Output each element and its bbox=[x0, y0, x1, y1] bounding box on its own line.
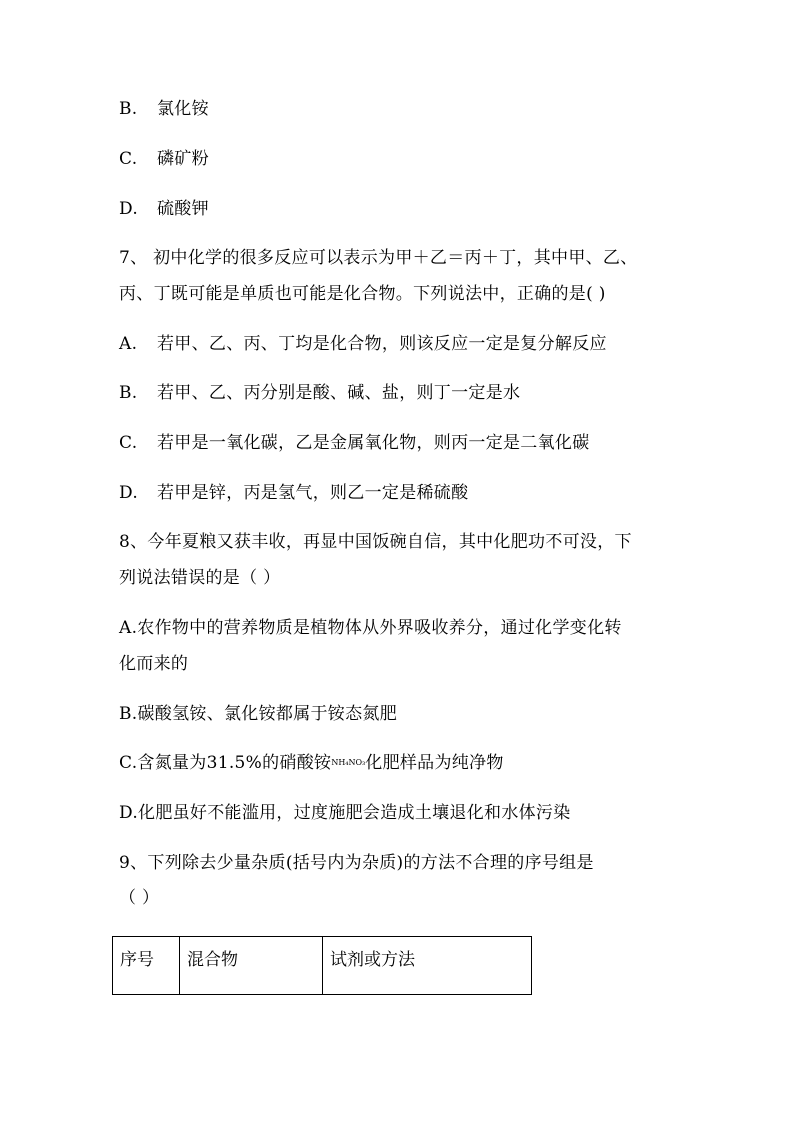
q9-stem-line2: （ ） bbox=[119, 888, 160, 908]
q7-option-b bbox=[119, 382, 520, 404]
q8-option-d: D.化肥虽好不能滥用，过度施肥会造成土壤退化和水体污染 bbox=[119, 803, 571, 823]
q7-option-d bbox=[119, 482, 468, 504]
option-label: C. bbox=[119, 433, 138, 453]
q7-option-a bbox=[119, 333, 607, 355]
q9-stem-line1: 9、下列除去少量杂质(括号内为杂质)的方法不合理的序号组是 bbox=[119, 853, 594, 873]
option-label: A. bbox=[119, 334, 138, 354]
option-text: 氯化铵 bbox=[157, 99, 209, 119]
option-text: 若甲是一氧化碳，乙是金属氧化物，则丙一定是二氧化碳 bbox=[157, 433, 590, 453]
q6-option-b bbox=[119, 98, 209, 120]
q6-option-c bbox=[119, 148, 209, 170]
option-text-pre: C.含氮量为31.5%的硝酸铵 bbox=[119, 753, 332, 773]
q8-option-b: B.碳酸氢铵、氯化铵都属于铵态氮肥 bbox=[119, 704, 397, 724]
option-text: 若甲、乙、丙、丁均是化合物，则该反应一定是复分解反应 bbox=[157, 334, 607, 354]
option-label: B. bbox=[119, 99, 138, 119]
q7-stem-line2: 丙、丁既可能是单质也可能是化合物。下列说法中，正确的是( ) bbox=[119, 284, 606, 304]
chemical-formula: NH₄NO₃ bbox=[331, 758, 366, 767]
header-cell-mixture: 混合物 bbox=[180, 937, 323, 995]
option-text: 若甲、乙、丙分别是酸、碱、盐，则丁一定是水 bbox=[157, 383, 521, 403]
option-label: D. bbox=[119, 483, 139, 503]
q8-option-a-line1: A.农作物中的营养物质是植物体从外界吸收养分，通过化学变化转 bbox=[119, 618, 622, 638]
q6-option-d bbox=[119, 198, 209, 220]
q9-table bbox=[112, 936, 532, 995]
q8-option-a-line2: 化而来的 bbox=[119, 654, 189, 674]
option-label: D. bbox=[119, 199, 139, 219]
option-label: B. bbox=[119, 383, 138, 403]
q7-stem-line1: 7、 初中化学的很多反应可以表示为甲＋乙＝丙＋丁，其中甲、乙、 bbox=[119, 248, 638, 268]
q8-stem-line1: 8、今年夏粮又获丰收，再显中国饭碗自信，其中化肥功不可没，下 bbox=[119, 532, 632, 552]
q8-option-c bbox=[119, 752, 504, 774]
option-text: 若甲是锌，丙是氢气，则乙一定是稀硫酸 bbox=[157, 483, 469, 503]
option-text-post: 化肥样品为纯净物 bbox=[365, 753, 504, 773]
option-text: 磷矿粉 bbox=[157, 149, 209, 169]
option-label: C. bbox=[119, 149, 138, 169]
header-cell-method: 试剂或方法 bbox=[323, 937, 532, 995]
option-text: 硫酸钾 bbox=[157, 199, 209, 219]
q8-stem-line2: 列说法错误的是（ ） bbox=[119, 568, 281, 588]
header-cell-number: 序号 bbox=[113, 937, 180, 995]
table-header-row bbox=[113, 937, 532, 995]
q7-option-c bbox=[119, 432, 590, 454]
